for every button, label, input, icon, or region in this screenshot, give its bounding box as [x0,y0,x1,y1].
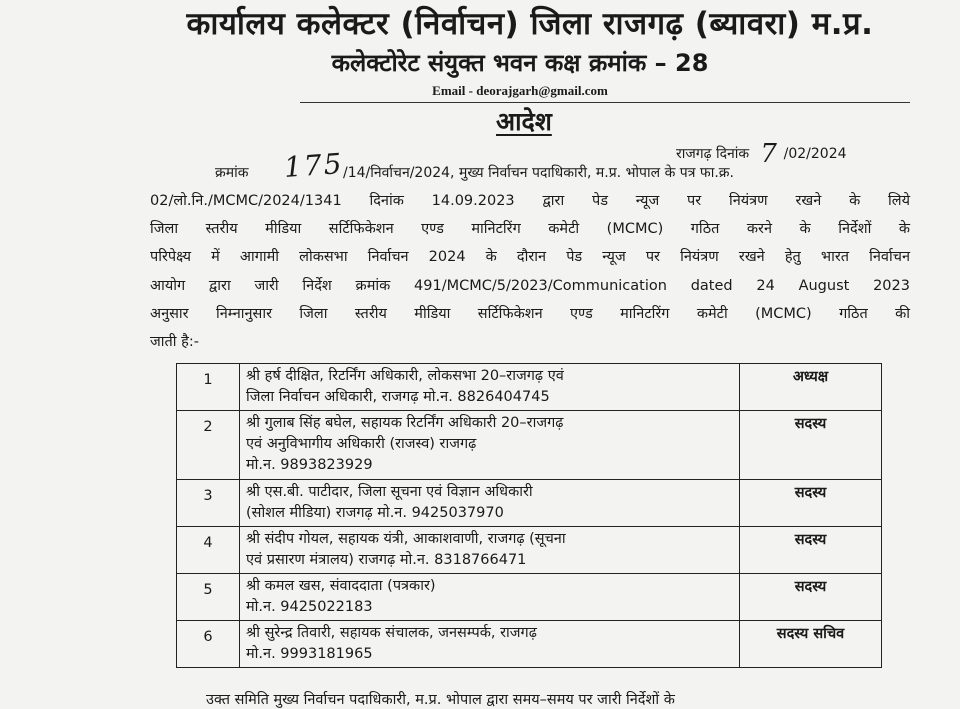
office-email: Email - deorajgarh@gmail.com [432,83,608,98]
table-row [177,480,882,527]
member-role: सदस्य [740,574,882,621]
member-number: 2 [177,411,240,480]
member-detail-line: (सोशल मीडिया) राजगढ़ मो.न. 9425037970 [246,505,504,521]
member-role: अध्यक्ष [740,364,882,411]
office-title: कार्यालय कलेक्टर (निर्वाचन) जिला राजगढ़ (ब्यावरा) म.प्र. [186,6,874,42]
paragraph-line: जाती है:- [150,334,199,350]
member-role: सदस्य [740,411,882,480]
member-number: 6 [177,621,240,668]
member-role: सदस्य सचिव [740,621,882,668]
paragraph-line: जिला स्तरीय मीडिया सर्टिफिकेशन एण्ड मानिटरिंग कमेटी (MCMC) गठित करने के निर्देशों के [150,221,910,237]
member-detail-line: मो.न. 9993181965 [246,646,373,662]
header-divider [300,102,910,103]
order-heading: आदेश [496,107,552,136]
member-detail-line: श्री हर्ष दीक्षित, रिटर्निंग अधिकारी, लोकसभा 20–राजगढ़ एवं [246,368,564,384]
paragraph-line: आयोग द्वारा जारी निर्देश क्रमांक 491/MCMC/5/2023/Communication dated 24 August 2023 [150,278,910,294]
member-role: सदस्य [740,480,882,527]
member-details [240,411,740,480]
member-details [240,480,740,527]
member-number: 4 [177,527,240,574]
member-detail-line: श्री एस.बी. पाटीदार, जिला सूचना एवं विज्ञान अधिकारी [246,484,533,500]
member-number: 3 [177,480,240,527]
reference-rest: /14/निर्वाचन/2024, मुख्य निर्वाचन पदाधिकारी, म.प्र. भोपाल के पत्र फा.क्र. [343,165,734,181]
member-detail-line: जिला निर्वाचन अधिकारी, राजगढ़ मो.न. 8826404745 [246,389,550,405]
member-detail-line: श्री संदीप गोयल, सहायक यंत्री, आकाशवाणी, राजगढ़ (सूचना [246,531,566,547]
reference-prefix: क्रमांक [215,165,249,181]
member-details [240,364,740,411]
committee-members-table [176,363,882,668]
member-details [240,527,740,574]
paragraph-line: 02/लो.नि./MCMC/2024/1341 दिनांक 14.09.2023 द्वारा पेड न्यूज पर नियंत्रण रखने के लिये [150,193,910,209]
office-address: कलेक्टोरेट संयुक्त भवन कक्ष क्रमांक – 28 [331,49,709,77]
table-row [177,411,882,480]
member-detail-line: श्री कमल खस, संवाददाता (पत्रकार) [246,578,436,594]
member-detail-line: श्री सुरेन्द्र तिवारी, सहायक संचालक, जनसम्पर्क, राजगढ़ [246,625,537,641]
table-row [177,527,882,574]
member-detail-line: श्री गुलाब सिंह बघेल, सहायक रिटर्निंग अधिकारी 20–राजगढ़ [246,415,564,431]
member-number: 1 [177,364,240,411]
paragraph-line: परिपेक्ष्य में आगामी लोकसभा निर्वाचन 2024 के दौरान पेड न्यूज पर नियंत्रण रखने हेतु भारत निर्वाचन [150,249,910,265]
table-row [177,621,882,668]
date-day-handwritten: 7 [760,139,777,169]
member-number: 5 [177,574,240,621]
member-detail-line: एवं प्रसारण मंत्रालय) राजगढ़ मो.न. 8318766471 [246,552,527,568]
table-row [177,364,882,411]
paragraph-line: अनुसार निम्नानुसार जिला स्तरीय मीडिया सर्टिफिकेशन एण्ड मानिटरिंग कमेटी (MCMC) गठित की [150,306,910,322]
date-rest: /02/2024 [783,146,847,162]
member-details [240,621,740,668]
member-details [240,574,740,621]
date-prefix: राजगढ़ दिनांक [676,146,750,162]
reference-number-handwritten: 175 [282,146,345,185]
table-row [177,574,882,621]
member-detail-line: एवं अनुविभागीय अधिकारी (राजस्व) राजगढ़ [246,436,477,452]
member-detail-line: मो.न. 9893823929 [246,457,373,473]
member-role: सदस्य [740,527,882,574]
continuation-line: उक्त समिति मुख्य निर्वाचन पदाधिकारी, म.प्र. भोपाल द्वारा समय–समय पर जारी निर्देशों के [206,692,675,708]
member-detail-line: मो.न. 9425022183 [246,599,373,615]
